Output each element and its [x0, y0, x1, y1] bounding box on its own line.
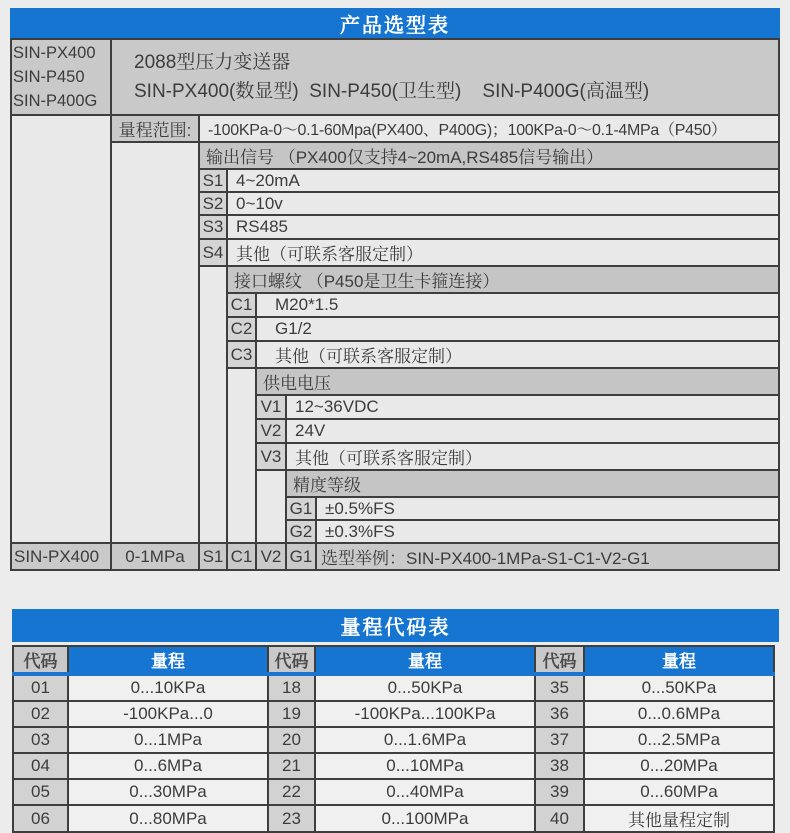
range-cell: 其他量程定制	[584, 805, 774, 832]
range-cell: 0...80MPa	[68, 805, 268, 832]
range-cell: 0...2.5MPa	[584, 727, 774, 753]
range-code-title: 量程代码表	[12, 609, 779, 642]
code-cell: 36	[535, 701, 584, 727]
option-value: 0~10v	[227, 192, 779, 215]
range-cell: 0...50KPa	[584, 674, 774, 701]
option-value: 12~36VDC	[286, 395, 779, 419]
option-value: 24V	[286, 419, 779, 443]
option-value: 其他（可联系客服定制）	[256, 341, 779, 368]
range-cell: 0...10KPa	[68, 674, 268, 701]
example-range: 0-1MPa	[111, 543, 199, 570]
code-header-cell: 代码	[268, 646, 315, 674]
option-code: S3	[199, 215, 227, 239]
option-code: V1	[256, 395, 286, 419]
code-cell: 40	[535, 805, 584, 832]
option-value: M20*1.5	[256, 293, 779, 317]
header-row	[13, 646, 774, 674]
code-cell: 35	[535, 674, 584, 701]
example-code: V2	[256, 543, 286, 570]
code-header-cell: 代码	[13, 646, 68, 674]
code-header-cell: 代码	[535, 646, 584, 674]
range-cell: 0...20MPa	[584, 753, 774, 779]
code-cell: 04	[13, 753, 68, 779]
range-value: -100KPa-0～0.1-60Mpa(PX400、P400G)；100KPa-0～0.1-4MPa（P450）	[199, 115, 779, 142]
range-cell: 0...60MPa	[584, 779, 774, 805]
code-cell: 06	[13, 805, 68, 832]
option-value: RS485	[227, 215, 779, 239]
table-row	[13, 779, 774, 805]
range-cell: 0...10MPa	[315, 753, 535, 779]
range-cell: 0...1.6MPa	[315, 727, 535, 753]
code-cell: 38	[535, 753, 584, 779]
group-header-accuracy: 精度等级	[286, 470, 779, 497]
model-name: SIN-PX400	[13, 44, 96, 62]
range-cell: 0...100MPa	[315, 805, 535, 832]
range-cell: 0...40MPa	[315, 779, 535, 805]
table-row	[11, 142, 779, 169]
option-code: V2	[256, 419, 286, 443]
range-code-table	[12, 645, 775, 833]
product-selection-table	[10, 38, 780, 571]
option-code: G2	[286, 520, 316, 543]
option-value: ±0.5%FS	[316, 497, 779, 520]
option-value: 4~20mA	[227, 169, 779, 192]
code-cell: 02	[13, 701, 68, 727]
range-header-cell: 量程	[315, 646, 535, 674]
option-value: G1/2	[256, 317, 779, 341]
option-code: G1	[286, 497, 316, 520]
option-code: S2	[199, 192, 227, 215]
example-text: 选型举例：SIN-PX400-1MPa-S1-C1-V2-G1	[316, 543, 779, 570]
option-code: C3	[227, 341, 256, 368]
code-cell: 22	[268, 779, 315, 805]
example-model: SIN-PX400	[11, 543, 111, 570]
range-cell: 0...6MPa	[68, 753, 268, 779]
group-header-thread: 接口螺纹 （P450是卫生卡箍连接）	[227, 266, 779, 293]
option-code: C1	[227, 293, 256, 317]
product-line1: 2088型压力变送器	[134, 52, 291, 73]
code-cell: 37	[535, 727, 584, 753]
model-name: SIN-P400G	[13, 92, 98, 110]
range-cell: -100KPa...0	[68, 701, 268, 727]
option-code: S4	[199, 239, 227, 266]
option-code: V3	[256, 443, 286, 470]
option-value: 其他（可联系客服定制）	[286, 443, 779, 470]
range-label: 量程范围:	[111, 115, 199, 142]
spacer-cell	[227, 368, 256, 543]
range-cell: 0...1MPa	[68, 727, 268, 753]
example-code: C1	[227, 543, 256, 570]
code-cell: 05	[13, 779, 68, 805]
spacer-cell	[111, 142, 199, 543]
table-row	[11, 39, 779, 115]
code-cell: 18	[268, 674, 315, 701]
code-cell: 01	[13, 674, 68, 701]
option-code: S1	[199, 169, 227, 192]
option-value: ±0.3%FS	[316, 520, 779, 543]
option-code: C2	[227, 317, 256, 341]
table-row	[13, 674, 774, 701]
model-name: SIN-P450	[13, 68, 85, 86]
range-code-panel	[10, 609, 780, 833]
product-line2: SIN-PX400(数显型) SIN-P450(卫生型) SIN-P400G(高温型)	[134, 81, 650, 102]
code-cell: 39	[535, 779, 584, 805]
code-cell: 21	[268, 753, 315, 779]
range-header-cell: 量程	[68, 646, 268, 674]
code-cell: 23	[268, 805, 315, 832]
code-cell: 20	[268, 727, 315, 753]
example-row	[11, 543, 779, 570]
product-description	[111, 39, 779, 115]
range-cell: 0...0.6MPa	[584, 701, 774, 727]
table-row	[13, 701, 774, 727]
example-code: G1	[286, 543, 316, 570]
example-code: S1	[199, 543, 227, 570]
range-cell: 0...50KPa	[315, 674, 535, 701]
table-row	[13, 805, 774, 832]
option-value: 其他（可联系客服定制）	[227, 239, 779, 266]
table-row	[13, 753, 774, 779]
code-cell: 03	[13, 727, 68, 753]
range-cell: -100KPa...100KPa	[315, 701, 535, 727]
group-header-output-signal: 输出信号 （PX400仅支持4~20mA,RS485信号输出）	[199, 142, 779, 169]
range-cell: 0...30MPa	[68, 779, 268, 805]
spacer-cell	[11, 115, 111, 543]
range-header-cell: 量程	[584, 646, 774, 674]
product-selection-title: 产品选型表	[10, 8, 780, 38]
table-row	[11, 115, 779, 142]
group-header-voltage: 供电电压	[256, 368, 779, 395]
code-cell: 19	[268, 701, 315, 727]
spacer-cell	[199, 266, 227, 543]
table-row	[13, 727, 774, 753]
spacer-cell	[256, 470, 286, 543]
model-list	[11, 39, 111, 115]
product-selection-panel	[10, 0, 780, 571]
